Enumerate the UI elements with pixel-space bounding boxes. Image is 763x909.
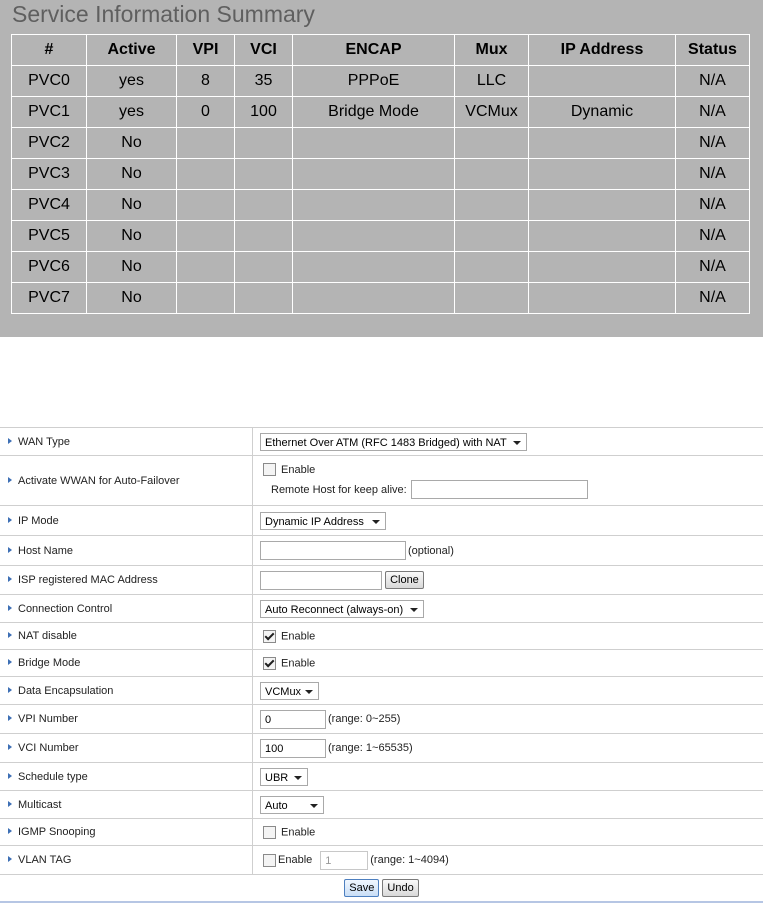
wan-type-select[interactable] — [260, 433, 527, 451]
ip-mode-label: IP Mode — [18, 514, 59, 527]
summary-row — [12, 97, 750, 128]
vpi-label-cell — [0, 705, 253, 734]
form-row-nat-disable — [0, 623, 763, 650]
save-button[interactable]: Save — [344, 879, 379, 897]
summary-cell: PVC1 — [12, 97, 87, 128]
nat-disable-checkbox[interactable] — [263, 630, 276, 643]
summary-cell: yes — [87, 97, 177, 128]
bullet-arrow-icon — [8, 659, 12, 665]
summary-cell — [177, 221, 235, 252]
vpi-label: VPI Number — [18, 713, 78, 725]
summary-cell — [529, 159, 676, 190]
connection-control-select-value: Auto Reconnect (always-on) — [265, 603, 404, 616]
bullet-arrow-icon — [8, 547, 12, 553]
host-name-label-cell — [0, 536, 253, 566]
summary-cell: No — [87, 128, 177, 159]
summary-cell: 35 — [235, 66, 293, 97]
summary-cell — [293, 190, 455, 221]
form-row-igmp-snooping — [0, 819, 763, 846]
summary-cell: PVC7 — [12, 283, 87, 314]
summary-cell — [293, 283, 455, 314]
wwan-enable-checkbox[interactable] — [263, 463, 276, 476]
summary-cell — [529, 128, 676, 159]
summary-cell — [293, 128, 455, 159]
summary-cell — [177, 159, 235, 190]
summary-cell — [177, 252, 235, 283]
form-row-data-encapsulation — [0, 677, 763, 705]
summary-column-header: Mux — [455, 35, 529, 66]
summary-row — [12, 190, 750, 221]
bullet-arrow-icon — [8, 438, 12, 444]
summary-cell — [529, 66, 676, 97]
summary-cell: Dynamic — [529, 97, 676, 128]
summary-cell: N/A — [676, 283, 750, 314]
summary-cell — [529, 221, 676, 252]
summary-cell: PVC5 — [12, 221, 87, 252]
bullet-arrow-icon — [8, 687, 12, 693]
wwan-enable-label: Enable — [281, 463, 316, 476]
summary-cell — [293, 252, 455, 283]
summary-cell — [235, 159, 293, 190]
connection-control-value-cell — [253, 595, 763, 623]
wan-type-label: WAN Type — [18, 435, 70, 448]
host-name-label: Host Name — [18, 544, 74, 557]
summary-cell — [455, 190, 529, 221]
bullet-arrow-icon — [8, 517, 12, 523]
summary-title: Service Information Summary — [12, 1, 315, 27]
clone-button[interactable]: Clone — [385, 571, 424, 589]
bullet-arrow-icon — [8, 801, 12, 807]
form-row-ip-mode — [0, 506, 763, 536]
form-row-host-name — [0, 536, 763, 566]
summary-cell — [529, 283, 676, 314]
summary-cell: N/A — [676, 159, 750, 190]
form-row-connection-control — [0, 595, 763, 623]
summary-column-header: ENCAP — [293, 35, 455, 66]
data-encapsulation-value-cell — [253, 677, 763, 705]
summary-cell: 100 — [235, 97, 293, 128]
connection-control-label: Connection Control — [18, 602, 113, 615]
ip-mode-select-value: Dynamic IP Address — [265, 515, 364, 528]
bullet-arrow-icon — [8, 773, 12, 779]
vpi-value-cell — [253, 705, 763, 734]
vlan-tag-label: VLAN TAG — [18, 854, 72, 866]
summary-cell: VCMux — [455, 97, 529, 128]
bullet-arrow-icon — [8, 632, 12, 638]
chevron-down-icon — [305, 690, 313, 694]
vlan-tag-value-cell — [253, 846, 763, 875]
form-row-bridge-mode — [0, 650, 763, 677]
bridge-mode-enable-label: Enable — [281, 657, 316, 669]
nat-disable-label: NAT disable — [18, 630, 77, 642]
summary-cell: Bridge Mode — [293, 97, 455, 128]
summary-column-header: # — [12, 35, 87, 66]
vci-label: VCI Number — [18, 742, 79, 754]
chevron-down-icon — [410, 608, 418, 612]
remote-host-label: Remote Host for keep alive: — [271, 483, 407, 496]
bullet-arrow-icon — [8, 576, 12, 582]
igmp-snooping-value-cell — [253, 819, 763, 846]
schedule-type-label-cell — [0, 763, 253, 791]
summary-cell — [293, 221, 455, 252]
multicast-value-cell — [253, 791, 763, 819]
bullet-arrow-icon — [8, 856, 12, 862]
vci-label-cell — [0, 734, 253, 763]
data-encapsulation-label-cell — [0, 677, 253, 705]
form-row-wan-type — [0, 428, 763, 456]
summary-cell: 8 — [177, 66, 235, 97]
undo-button[interactable]: Undo — [382, 879, 418, 897]
vlan-tag-enable-label: Enable — [278, 854, 313, 866]
schedule-type-value-cell — [253, 763, 763, 791]
summary-cell — [235, 128, 293, 159]
summary-row — [12, 283, 750, 314]
wan-type-select-value: Ethernet Over ATM (RFC 1483 Bridged) with NAT — [265, 436, 507, 449]
ip-mode-label-cell — [0, 506, 253, 536]
bullet-arrow-icon — [8, 828, 12, 834]
summary-cell — [177, 283, 235, 314]
summary-cell — [529, 252, 676, 283]
ip-mode-value-cell — [253, 506, 763, 536]
summary-cell — [235, 190, 293, 221]
summary-cell: PVC3 — [12, 159, 87, 190]
igmp-snooping-enable-label: Enable — [281, 826, 316, 838]
bridge-mode-value-cell — [253, 650, 763, 677]
summary-cell — [455, 221, 529, 252]
chevron-down-icon — [310, 804, 318, 808]
summary-column-header: Status — [676, 35, 750, 66]
wan-type-value-cell — [253, 428, 763, 456]
vpi-input[interactable]: 0 — [260, 710, 326, 729]
connection-control-label-cell — [0, 595, 253, 623]
service-summary-table — [11, 34, 750, 314]
wwan-enable-line — [260, 461, 763, 479]
wwan-label: Activate WWAN for Auto-Failover — [18, 474, 180, 487]
form-row-vlan-tag — [0, 846, 763, 875]
chevron-down-icon — [294, 776, 302, 780]
vci-range-hint: (range: 1~65535) — [328, 742, 413, 754]
isp-mac-input[interactable] — [260, 571, 382, 590]
wwan-remote-host-line — [260, 479, 763, 501]
vlan-tag-range-hint: (range: 1~4094) — [370, 854, 449, 866]
summary-cell — [455, 283, 529, 314]
summary-cell — [455, 159, 529, 190]
host-name-hint: (optional) — [408, 544, 454, 557]
data-encapsulation-select-value: VCMux — [265, 685, 302, 698]
nat-disable-enable-label: Enable — [281, 630, 316, 642]
summary-cell — [235, 252, 293, 283]
summary-cell: N/A — [676, 66, 750, 97]
bridge-mode-label: Bridge Mode — [18, 657, 81, 669]
summary-cell — [529, 190, 676, 221]
service-summary-panel — [0, 0, 763, 337]
summary-row — [12, 128, 750, 159]
bullet-arrow-icon — [8, 477, 12, 483]
summary-cell: No — [87, 252, 177, 283]
summary-cell: N/A — [676, 97, 750, 128]
summary-cell: N/A — [676, 128, 750, 159]
form-row-vci — [0, 734, 763, 763]
summary-cell: PVC0 — [12, 66, 87, 97]
isp-mac-value-cell — [253, 566, 763, 595]
nat-disable-value-cell — [253, 623, 763, 650]
summary-cell: No — [87, 159, 177, 190]
summary-column-header: VPI — [177, 35, 235, 66]
host-name-value-cell — [253, 536, 763, 566]
summary-cell: No — [87, 190, 177, 221]
summary-header-row — [12, 35, 750, 66]
summary-cell — [177, 128, 235, 159]
form-row-actions — [0, 875, 763, 903]
igmp-snooping-checkbox[interactable] — [263, 826, 276, 839]
summary-row — [12, 66, 750, 97]
vlan-tag-input[interactable]: 1 — [320, 851, 368, 870]
schedule-type-label: Schedule type — [18, 770, 88, 783]
summary-cell: LLC — [455, 66, 529, 97]
summary-cell — [293, 159, 455, 190]
summary-column-header: VCI — [235, 35, 293, 66]
summary-cell — [177, 190, 235, 221]
form-row-wwan — [0, 456, 763, 506]
summary-cell: PVC2 — [12, 128, 87, 159]
summary-cell: PPPoE — [293, 66, 455, 97]
schedule-type-select-value: UBR — [265, 771, 289, 784]
bridge-mode-checkbox[interactable] — [263, 657, 276, 670]
ip-mode-select[interactable] — [260, 512, 386, 530]
summary-cell: No — [87, 221, 177, 252]
vpi-range-hint: (range: 0~255) — [328, 713, 401, 725]
host-name-input[interactable] — [260, 541, 406, 560]
igmp-snooping-label: IGMP Snooping — [18, 826, 96, 838]
form-row-schedule-type — [0, 763, 763, 791]
summary-row — [12, 159, 750, 190]
bullet-arrow-icon — [8, 605, 12, 611]
multicast-label-cell — [0, 791, 253, 819]
bridge-mode-label-cell — [0, 650, 253, 677]
remote-host-input[interactable] — [411, 480, 588, 499]
summary-cell: N/A — [676, 190, 750, 221]
igmp-snooping-label-cell — [0, 819, 253, 846]
vlan-tag-checkbox[interactable] — [263, 854, 276, 867]
vci-value-cell — [253, 734, 763, 763]
multicast-select-value: Auto — [265, 799, 288, 812]
summary-cell: PVC4 — [12, 190, 87, 221]
wwan-label-cell — [0, 456, 253, 506]
multicast-label: Multicast — [18, 798, 62, 811]
form-row-isp-mac — [0, 566, 763, 595]
summary-cell: N/A — [676, 252, 750, 283]
summary-cell — [455, 128, 529, 159]
wan-type-label-cell — [0, 428, 253, 456]
connection-control-select[interactable] — [260, 600, 424, 618]
form-row-multicast — [0, 791, 763, 819]
bullet-arrow-icon — [8, 744, 12, 750]
isp-mac-label: ISP registered MAC Address — [18, 574, 158, 586]
multicast-select[interactable] — [260, 796, 324, 814]
summary-cell: 0 — [177, 97, 235, 128]
summary-cell: N/A — [676, 221, 750, 252]
form-actions — [0, 875, 763, 903]
summary-cell: yes — [87, 66, 177, 97]
summary-row — [12, 221, 750, 252]
summary-column-header: IP Address — [529, 35, 676, 66]
summary-cell — [235, 283, 293, 314]
wan-config-table — [0, 427, 763, 903]
summary-cell — [455, 252, 529, 283]
summary-cell: No — [87, 283, 177, 314]
wwan-value-cell — [253, 456, 763, 506]
wan-config-form — [0, 427, 763, 903]
chevron-down-icon — [372, 520, 380, 524]
summary-row — [12, 252, 750, 283]
schedule-type-select[interactable] — [260, 768, 308, 786]
chevron-down-icon — [513, 441, 521, 445]
isp-mac-label-cell — [0, 566, 253, 595]
vlan-tag-label-cell — [0, 846, 253, 875]
summary-cell — [235, 221, 293, 252]
bullet-arrow-icon — [8, 715, 12, 721]
form-row-vpi — [0, 705, 763, 734]
data-encapsulation-select[interactable] — [260, 682, 319, 700]
nat-disable-label-cell — [0, 623, 253, 650]
vci-input[interactable]: 100 — [260, 739, 326, 758]
summary-column-header: Active — [87, 35, 177, 66]
data-encapsulation-label: Data Encapsulation — [18, 684, 114, 697]
summary-cell: PVC6 — [12, 252, 87, 283]
